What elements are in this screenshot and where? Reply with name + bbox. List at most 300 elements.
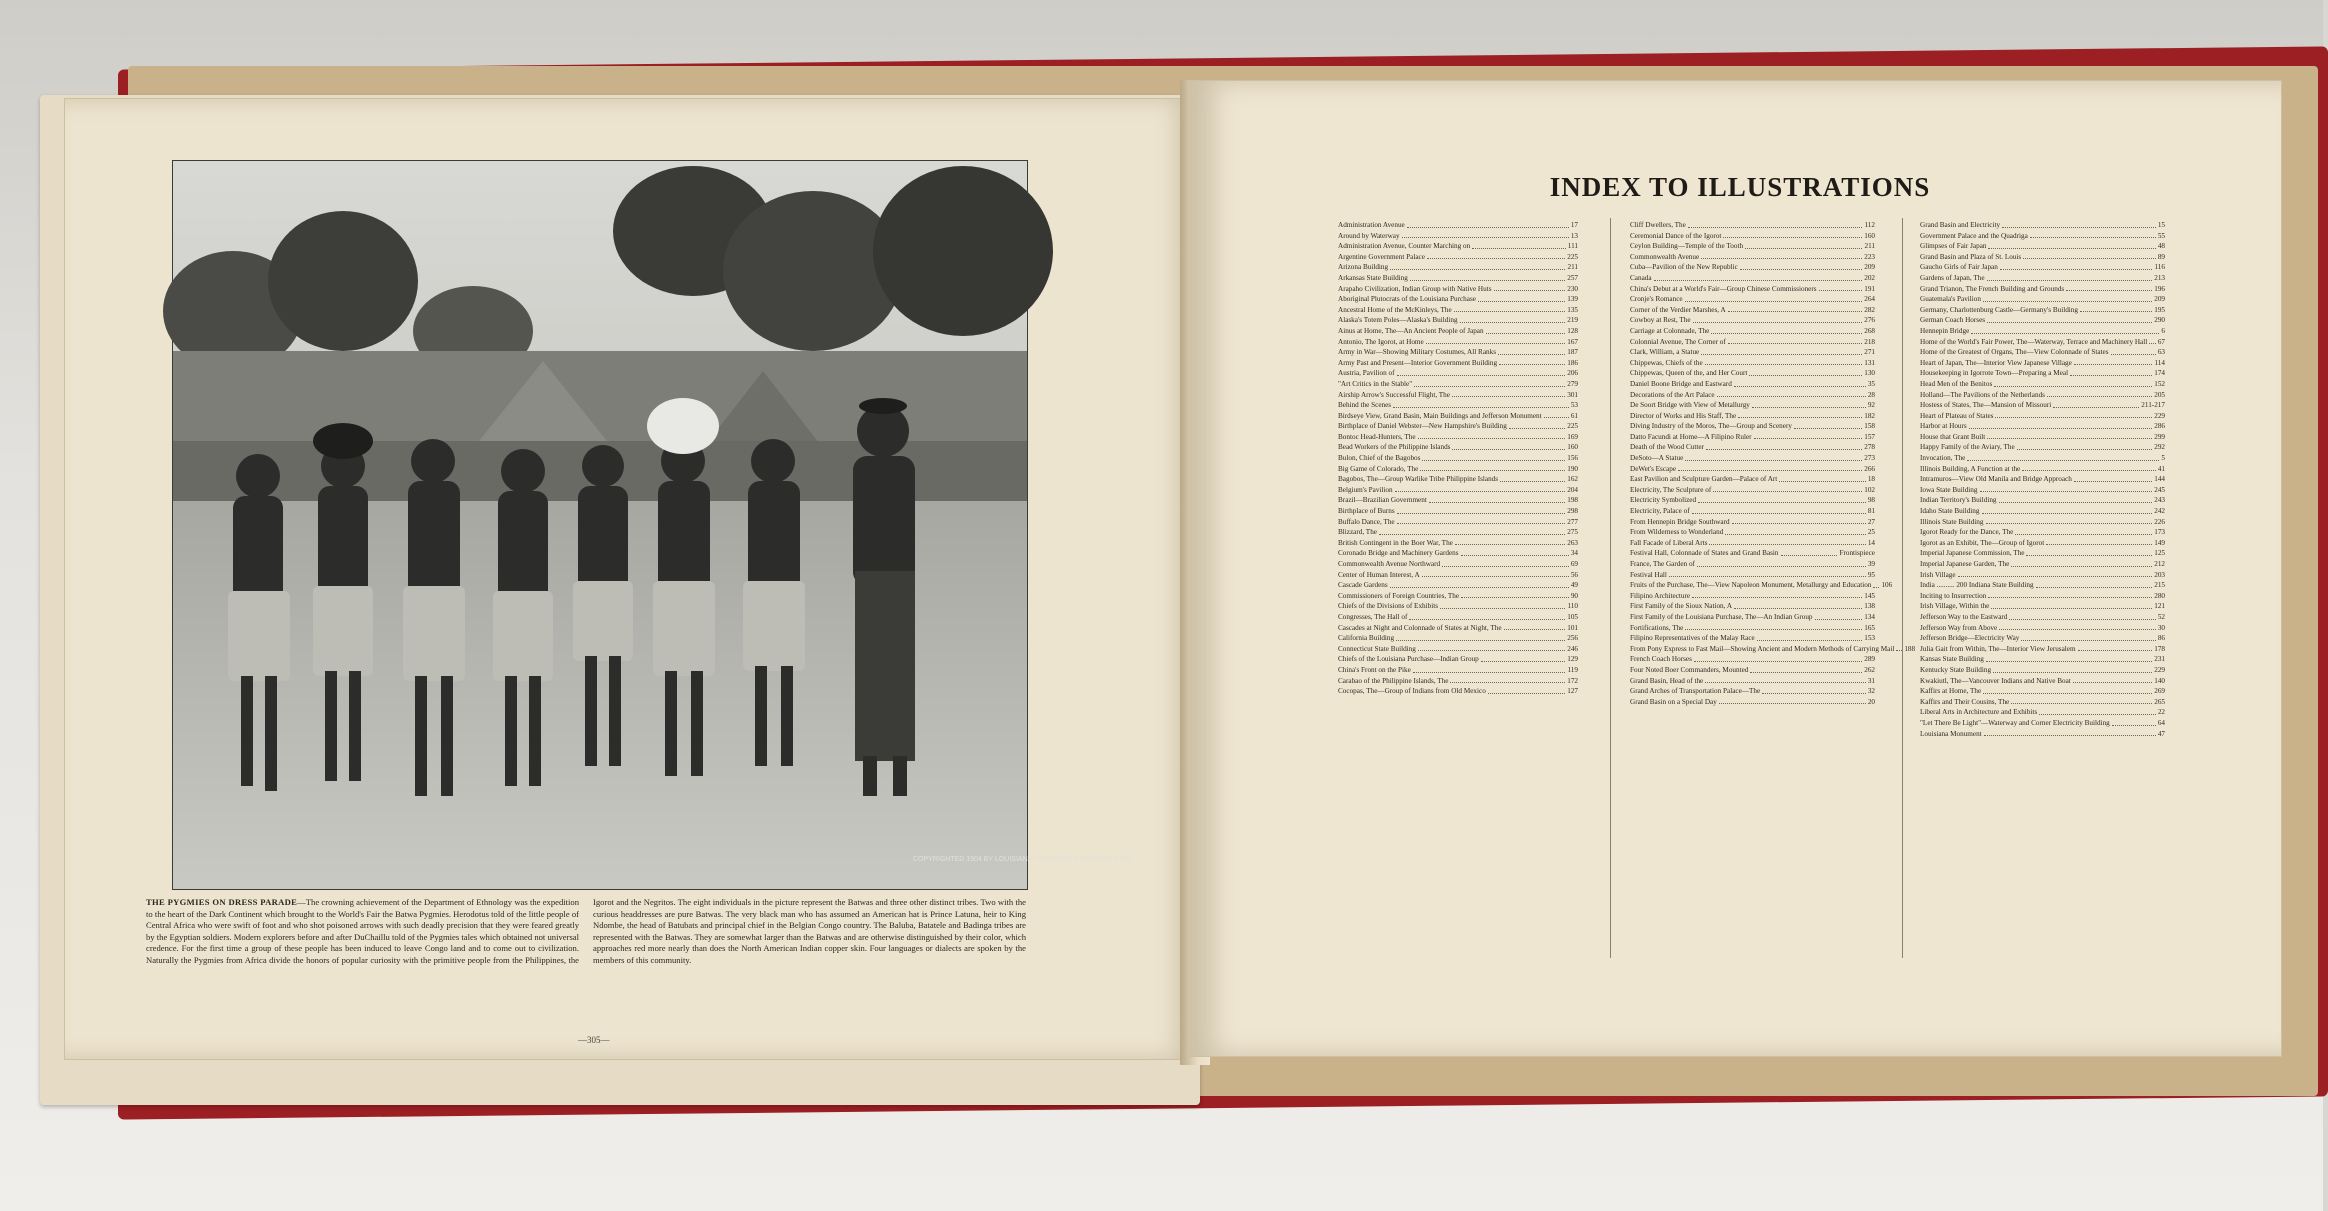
- index-entry-title: Heart of Plateau of States: [1920, 411, 1994, 420]
- leader-dots: [1982, 506, 2153, 514]
- index-entry: [1920, 411, 2165, 422]
- index-entry-title: Fall Facade of Liberal Arts: [1630, 538, 1708, 547]
- leader-dots: [1418, 644, 1565, 652]
- index-entry: [1630, 305, 1875, 316]
- index-entry: [1338, 231, 1578, 242]
- leader-dots: [1422, 453, 1565, 461]
- index-entry-title: Gardens of Japan, The: [1920, 273, 1985, 282]
- leader-dots: [1706, 442, 1862, 450]
- index-entry-page: 246: [1567, 644, 1578, 653]
- index-entry-page: 209: [1864, 263, 1875, 272]
- leader-dots: [2047, 390, 2152, 398]
- index-entry-page: 156: [1567, 454, 1578, 463]
- leader-dots: [1685, 294, 1863, 302]
- index-entry: [1920, 252, 2165, 263]
- index-entry-page: 209: [2154, 295, 2165, 304]
- index-entry-title: Alaska's Totem Poles—Alaska's Building: [1338, 316, 1458, 325]
- leader-dots: [1732, 517, 1866, 525]
- index-entry: [1630, 358, 1875, 369]
- index-entry-title: Cliff Dwellers, The: [1630, 221, 1686, 229]
- index-entry: [1920, 676, 2165, 687]
- index-entry: [1920, 421, 2165, 432]
- index-entry: [1630, 601, 1875, 612]
- index-entry-title: Administration Avenue: [1338, 221, 1405, 229]
- index-entry: [1920, 464, 2165, 475]
- index-entry: [1920, 485, 2165, 496]
- leader-dots: [1815, 612, 1863, 620]
- index-entry-page: 263: [1567, 538, 1578, 547]
- index-entry-title: Jefferson Bridge—Electricity Way: [1920, 634, 2020, 643]
- leader-dots: [1694, 654, 1862, 662]
- index-entry: [1338, 464, 1578, 475]
- index-entry: [1338, 273, 1578, 284]
- leader-dots: [1745, 241, 1862, 249]
- index-entry-title: Diving Industry of the Moros, The—Group and Scenery: [1630, 422, 1792, 431]
- leader-dots: [1692, 591, 1862, 599]
- index-entry: [1338, 665, 1578, 676]
- index-entry-page: 264: [1864, 295, 1875, 304]
- leader-dots: [1379, 527, 1565, 535]
- index-entry-page: 149: [2154, 538, 2165, 547]
- index-entry-page: 299: [2154, 432, 2165, 441]
- index-entry: [1338, 241, 1578, 252]
- leader-dots: [2002, 220, 2156, 228]
- leader-dots: [1692, 506, 1866, 514]
- index-entry-title: Aboriginal Plutocrats of the Louisiana Purchase: [1338, 295, 1476, 304]
- index-entry: [1920, 347, 2165, 358]
- index-entry-page: 301: [1567, 390, 1578, 399]
- index-entry: [1920, 654, 2165, 665]
- index-entry: [1338, 220, 1578, 231]
- leader-dots: [1390, 580, 1569, 588]
- index-entry-title: Ceylon Building—Temple of the Tooth: [1630, 242, 1744, 251]
- index-entry-page: 229: [2154, 665, 2165, 674]
- index-entry-page: 86: [2157, 634, 2165, 643]
- leader-dots: [1754, 432, 1863, 440]
- index-entry: [1920, 548, 2165, 559]
- index-entry-title: Glimpses of Fair Japan: [1920, 242, 1987, 251]
- index-entry-page: 144: [2154, 475, 2165, 484]
- leader-dots: [1407, 220, 1569, 228]
- index-entry-page: 14: [1867, 538, 1875, 547]
- index-entry-title: China's Front on the Pike: [1338, 665, 1411, 674]
- index-entry-page: 15: [2157, 221, 2165, 229]
- index-entry-title: Carriage at Colonnade, The: [1630, 326, 1710, 335]
- index-entry: [1630, 570, 1875, 581]
- index-entry-page: 56: [1570, 570, 1578, 579]
- index-entry-page: 89: [2157, 252, 2165, 261]
- index-entry: [1630, 464, 1875, 475]
- index-entry: [1338, 686, 1578, 697]
- index-entry-page: 262: [1864, 665, 1875, 674]
- index-entry-page: 55: [2157, 231, 2165, 240]
- index-entry: [1630, 262, 1875, 273]
- index-entry: [1920, 273, 2165, 284]
- index-entry-page: 231: [2154, 655, 2165, 664]
- leader-dots: [1896, 644, 1902, 652]
- leader-dots: [1993, 665, 2152, 673]
- caption-title: THE PYGMIES ON DRESS PARADE: [146, 897, 298, 907]
- index-entry-page: 219: [1567, 316, 1578, 325]
- leader-dots: [1995, 411, 2152, 419]
- index-entry-title: Idaho State Building: [1920, 507, 1980, 516]
- index-entry-page: 28: [1867, 390, 1875, 399]
- index-entry-title: Ceremonial Dance of the Igorot: [1630, 231, 1722, 240]
- index-entry: [1920, 315, 2165, 326]
- index-entry: [1338, 601, 1578, 612]
- leader-dots: [1723, 231, 1862, 239]
- index-entry-title: Cuba—Pavilion of the New Republic: [1630, 263, 1738, 272]
- leader-dots: [1738, 411, 1862, 419]
- index-entry: [1338, 368, 1578, 379]
- leader-dots: [1749, 368, 1862, 376]
- index-entry: [1338, 517, 1578, 528]
- index-entry-title: Electricity Symbolized: [1630, 496, 1697, 505]
- index-entry-page: 121: [2154, 602, 2165, 611]
- index-entry-page: 127: [1567, 687, 1578, 696]
- leader-dots: [1414, 379, 1565, 387]
- index-entry-title: East Pavilion and Sculpture Garden—Palace of Art: [1630, 475, 1778, 484]
- leader-dots: [2000, 262, 2153, 270]
- leader-dots: [1762, 686, 1866, 694]
- index-entry: [1338, 570, 1578, 581]
- index-entry: [1630, 633, 1875, 644]
- index-entry-title: Indian Territory's Building: [1920, 496, 1997, 505]
- index-entry: [1338, 506, 1578, 517]
- index-entry-title: Holland—The Pavilions of the Netherlands: [1920, 390, 2045, 399]
- index-entry-title: Imperial Japanese Garden, The: [1920, 560, 2010, 568]
- index-entry-title: Electricity, Palace of: [1630, 507, 1690, 516]
- leader-dots: [1986, 517, 2153, 525]
- index-entry-page: 256: [1567, 634, 1578, 643]
- index-entry-title: Clark, William, a Statue: [1630, 348, 1700, 357]
- index-entry: [1338, 538, 1578, 549]
- index-entry: [1920, 612, 2165, 623]
- leader-dots: [2112, 718, 2156, 726]
- index-entry-page: 92: [1867, 401, 1875, 410]
- index-entry-title: China's Debut at a World's Fair—Group Chinese Commissioners: [1630, 284, 1817, 293]
- index-entry-title: From Wilderness to Wonderland: [1630, 528, 1724, 537]
- leader-dots: [1958, 570, 2153, 578]
- index-entry-title: India .......... 200 Indiana State Building: [1920, 581, 2034, 590]
- index-entry: [1920, 474, 2165, 485]
- index-entry-title: Arizona Building: [1338, 263, 1389, 272]
- leader-dots: [2036, 580, 2153, 588]
- index-entry: [1338, 633, 1578, 644]
- leader-dots: [1967, 453, 2159, 461]
- index-entry-title: Bagobos, The—Group Warlike Tribe Philippine Islands: [1338, 475, 1499, 484]
- index-entry: [1338, 432, 1578, 443]
- index-entry-page: 172: [1567, 676, 1578, 685]
- index-column-1: [1338, 220, 1578, 697]
- index-entry-page: 225: [1567, 422, 1578, 431]
- index-entry: [1630, 315, 1875, 326]
- leader-dots: [1980, 485, 2153, 493]
- index-entry-title: "Let There Be Light"—Waterway and Corner Electricity Building: [1920, 718, 2110, 727]
- index-entry: [1630, 241, 1875, 252]
- index-entry-page: 203: [2154, 570, 2165, 579]
- index-entry-page: 135: [1567, 305, 1578, 314]
- index-entry-title: Brazil—Brazilian Government: [1338, 496, 1427, 505]
- leader-dots: [1472, 241, 1566, 249]
- leader-dots: [1452, 442, 1565, 450]
- index-entry-page: 190: [1567, 464, 1578, 473]
- leader-dots: [1685, 623, 1862, 631]
- index-entry-title: Ainus at Home, The—An Ancient People of Japan: [1338, 326, 1484, 335]
- leader-dots: [1460, 315, 1566, 323]
- index-entry-title: Illinois Building, A Function at the: [1920, 464, 2021, 473]
- index-entry-page: 22: [2157, 708, 2165, 717]
- index-entry-page: 186: [1567, 358, 1578, 367]
- index-entry: [1920, 220, 2165, 231]
- index-entry-title: Liberal Arts in Architecture and Exhibits: [1920, 708, 2038, 717]
- index-entry-page: 145: [1864, 591, 1875, 600]
- index-entry-page: 131: [1864, 358, 1875, 367]
- index-title: INDEX TO ILLUSTRATIONS: [1549, 172, 1931, 202]
- index-entry-page: 25: [1867, 528, 1875, 537]
- index-entry-page: 243: [2154, 496, 2165, 505]
- index-entry-title: France, The Garden of: [1630, 560, 1695, 568]
- index-entry: [1338, 442, 1578, 453]
- index-entry-page: 47: [2157, 729, 2165, 738]
- index-entry-title: German Coach Horses: [1920, 316, 1986, 325]
- index-entry: [1338, 474, 1578, 485]
- index-entry: [1338, 548, 1578, 559]
- index-entry-page: 95: [1867, 570, 1875, 579]
- index-entry-page: 31: [1867, 676, 1875, 685]
- index-entry-page: 130: [1864, 369, 1875, 378]
- index-entry-page: 52: [2157, 612, 2165, 621]
- index-entry: [1630, 676, 1875, 687]
- leader-dots: [1873, 580, 1879, 588]
- index-entry-title: Airship Arrow's Successful Flight, The: [1338, 390, 1450, 399]
- index-entry-title: Illinois State Building: [1920, 517, 1984, 526]
- index-entry-title: DeWet's Escape: [1630, 464, 1677, 473]
- index-entry-page: 106: [1881, 581, 1893, 590]
- index-entry-title: Buffalo Dance, The: [1338, 517, 1395, 526]
- index-entry-title: Cascades at Night and Colonnade of States at Night, The: [1338, 623, 1502, 632]
- index-entry: [1630, 580, 1893, 591]
- index-entry-page: 277: [1567, 517, 1578, 526]
- index-entry: [1920, 601, 2165, 612]
- index-entry-title: Festival Hall, Colonnade of States and Grand Basin: [1630, 549, 1779, 558]
- index-entry-page: 196: [2154, 284, 2165, 293]
- index-entry-title: Jefferson Way from Above: [1920, 623, 1998, 632]
- index-entry: [1630, 326, 1875, 337]
- index-entry-page: 157: [1864, 432, 1875, 441]
- index-entry-page: 286: [2154, 422, 2165, 431]
- leader-dots: [1728, 337, 1862, 345]
- index-entry-title: Arapaho Civilization, Indian Group with Native Huts: [1338, 284, 1492, 293]
- index-entry-title: Commonwealth Avenue Northward: [1338, 560, 1441, 568]
- index-entry-title: Festival Hall: [1630, 570, 1667, 579]
- index-entry: [1338, 347, 1578, 358]
- index-entry-page: 268: [1864, 326, 1875, 335]
- index-entry-title: Bontoc Head-Hunters, The: [1338, 432, 1416, 441]
- index-entry: [1630, 506, 1875, 517]
- index-entry-title: Chiefs of the Divisions of Exhibits: [1338, 602, 1439, 611]
- leader-dots: [1701, 252, 1862, 260]
- index-entry: [1630, 294, 1875, 305]
- index-entry-title: From Pony Express to Fast Mail—Showing Ancient and Modern Methods of Carrying Mail: [1630, 644, 1895, 653]
- index-entry: [1920, 538, 2165, 549]
- leader-dots: [1752, 400, 1866, 408]
- index-entry-title: Happy Family of the Aviary, The: [1920, 443, 2015, 452]
- index-entry-title: Canada: [1630, 273, 1652, 282]
- leader-dots: [1409, 612, 1565, 620]
- leader-dots: [1794, 421, 1862, 429]
- leader-dots: [1740, 262, 1862, 270]
- index-entry: [1920, 231, 2165, 242]
- index-entry: [1630, 432, 1875, 443]
- index-entry-page: 229: [2154, 411, 2165, 420]
- index-entry: [1920, 368, 2165, 379]
- leader-dots: [2039, 707, 2156, 715]
- leader-dots: [2011, 559, 2152, 567]
- index-entry-title: From Hennepin Bridge Southward: [1630, 517, 1730, 526]
- leader-dots: [1988, 591, 2152, 599]
- index-entry-page: 27: [1867, 517, 1875, 526]
- index-entry-title: Jefferson Way to the Eastward: [1920, 612, 2008, 621]
- index-entry-page: 102: [1864, 485, 1875, 494]
- leader-dots: [2111, 347, 2156, 355]
- index-entry: [1338, 580, 1578, 591]
- index-entry-page: 90: [1570, 591, 1578, 600]
- index-entry: [1338, 337, 1578, 348]
- index-entry-title: Army in War—Showing Military Costumes, All Ranks: [1338, 348, 1497, 357]
- index-entry-page: 162: [1567, 475, 1578, 484]
- index-entry-page: 271: [1864, 348, 1875, 357]
- index-entry: [1920, 294, 2165, 305]
- index-entry: [1920, 633, 2165, 644]
- index-entry-page: 129: [1567, 655, 1578, 664]
- leader-dots: [1442, 559, 1569, 567]
- index-entry: [1920, 623, 2165, 634]
- index-entry: [1920, 453, 2165, 464]
- index-entry-title: Kaffirs at Home, The: [1920, 687, 1982, 696]
- leader-dots: [1969, 421, 2153, 429]
- index-entry-page: 53: [1570, 401, 1578, 410]
- index-entry: [1920, 506, 2165, 517]
- index-entry-page: 61: [1570, 411, 1578, 420]
- index-entry-title: Government Palace and the Quadriga: [1920, 231, 2028, 240]
- index-entry-page: 211: [1567, 263, 1578, 272]
- leader-dots: [2009, 612, 2155, 620]
- index-entry: [1630, 538, 1875, 549]
- index-entry-title: Director of Works and His Staff, The: [1630, 411, 1737, 420]
- index-entry-title: Death of the Wood Cutter: [1630, 443, 1704, 452]
- index-entry: [1338, 623, 1578, 634]
- index-entry: [1920, 697, 2165, 708]
- column-divider: [1610, 218, 1611, 958]
- index-entry-page: 230: [1567, 284, 1578, 293]
- index-entry-title: Decorations of the Art Palace: [1630, 390, 1715, 399]
- leader-dots: [1410, 273, 1565, 281]
- index-entry-title: Gaucho Girls of Fair Japan: [1920, 263, 1998, 272]
- index-entry-page: 35: [1867, 379, 1875, 388]
- index-entry-page: 63: [2157, 348, 2165, 357]
- leader-dots: [1719, 697, 1866, 705]
- index-entry: [1630, 654, 1875, 665]
- leader-dots: [1418, 432, 1566, 440]
- index-entry-page: 276: [1864, 316, 1875, 325]
- index-entry-page: 218: [1864, 337, 1875, 346]
- index-entry-page: 81: [1867, 507, 1875, 516]
- index-entry-title: California Building: [1338, 634, 1395, 643]
- index-entry-page: Frontispiece: [1839, 549, 1875, 558]
- index-entry-title: Grand Basin and Plaza of St. Louis: [1920, 252, 2022, 261]
- index-entry-page: 211: [1864, 242, 1875, 251]
- index-entry-title: Commonwealth Avenue: [1630, 252, 1700, 261]
- index-entry-title: Filipino Representatives of the Malay Race: [1630, 634, 1755, 643]
- index-entry: [1338, 305, 1578, 316]
- leader-dots: [1500, 474, 1565, 482]
- index-entry-page: 191: [1864, 284, 1875, 293]
- leader-dots: [1454, 305, 1566, 313]
- index-entry-page: 280: [2154, 591, 2165, 600]
- index-entry-page: 17: [1570, 221, 1578, 229]
- index-entry-title: Grand Basin and Electricity: [1920, 221, 2001, 229]
- index-entry: [1338, 485, 1578, 496]
- index-entry-title: Julia Gait from Within, The—Interior View Jerusalem: [1920, 644, 2076, 653]
- index-entry-title: Chiefs of the Louisiana Purchase—Indian Group: [1338, 655, 1479, 664]
- leader-dots: [1509, 421, 1565, 429]
- leader-dots: [1654, 273, 1863, 281]
- index-entry: [1630, 347, 1875, 358]
- leader-dots: [1422, 570, 1569, 578]
- index-entry: [1920, 718, 2165, 729]
- index-entry-page: 116: [2154, 263, 2165, 272]
- leader-dots: [1397, 506, 1566, 514]
- leader-dots: [1461, 591, 1569, 599]
- leader-dots: [1994, 379, 2152, 387]
- index-entry: [1920, 665, 2165, 676]
- index-entry-page: 32: [1867, 687, 1875, 696]
- index-entry-title: Igorot as an Exhibit, The—Group of Igorot: [1920, 538, 2045, 547]
- index-entry-title: Four Noted Boer Commanders, Mounted: [1630, 665, 1749, 674]
- leader-dots: [1734, 379, 1866, 387]
- index-entry-title: Home of the World's Fair Power, The—Waterway, Terrace and Machinery Hall: [1920, 337, 2148, 346]
- leader-dots: [1983, 686, 2152, 694]
- index-entry-page: 30: [2157, 623, 2165, 632]
- leader-dots: [1987, 273, 2153, 281]
- leader-dots: [1481, 654, 1565, 662]
- index-entry-page: 198: [1567, 496, 1578, 505]
- index-entry: [1630, 231, 1875, 242]
- index-entry-page: 292: [2154, 443, 2165, 452]
- leader-dots: [1988, 241, 2155, 249]
- leader-dots: [1461, 548, 1569, 556]
- index-entry-title: Daniel Boone Bridge and Eastward: [1630, 379, 1732, 388]
- index-entry-page: 49: [1570, 581, 1578, 590]
- index-entry-title: Invocation, The: [1920, 454, 1966, 463]
- index-entry-page: 266: [1864, 464, 1875, 473]
- index-entry-title: Center of Human Interest, A: [1338, 570, 1420, 579]
- leader-dots: [1987, 432, 2152, 440]
- index-entry-page: 41: [2157, 464, 2165, 473]
- index-entry: [1920, 326, 2165, 337]
- index-entry-title: Carabao of the Philippine Islands, The: [1338, 676, 1449, 685]
- index-entry-page: 112: [1864, 221, 1875, 229]
- index-entry: [1338, 315, 1578, 326]
- index-entry: [1338, 591, 1578, 602]
- index-entry-page: 265: [2154, 697, 2165, 706]
- leader-dots: [1452, 390, 1565, 398]
- index-entry: [1920, 559, 2165, 570]
- index-entry: [1920, 686, 2165, 697]
- index-entry: [1338, 390, 1578, 401]
- leader-dots: [1393, 400, 1569, 408]
